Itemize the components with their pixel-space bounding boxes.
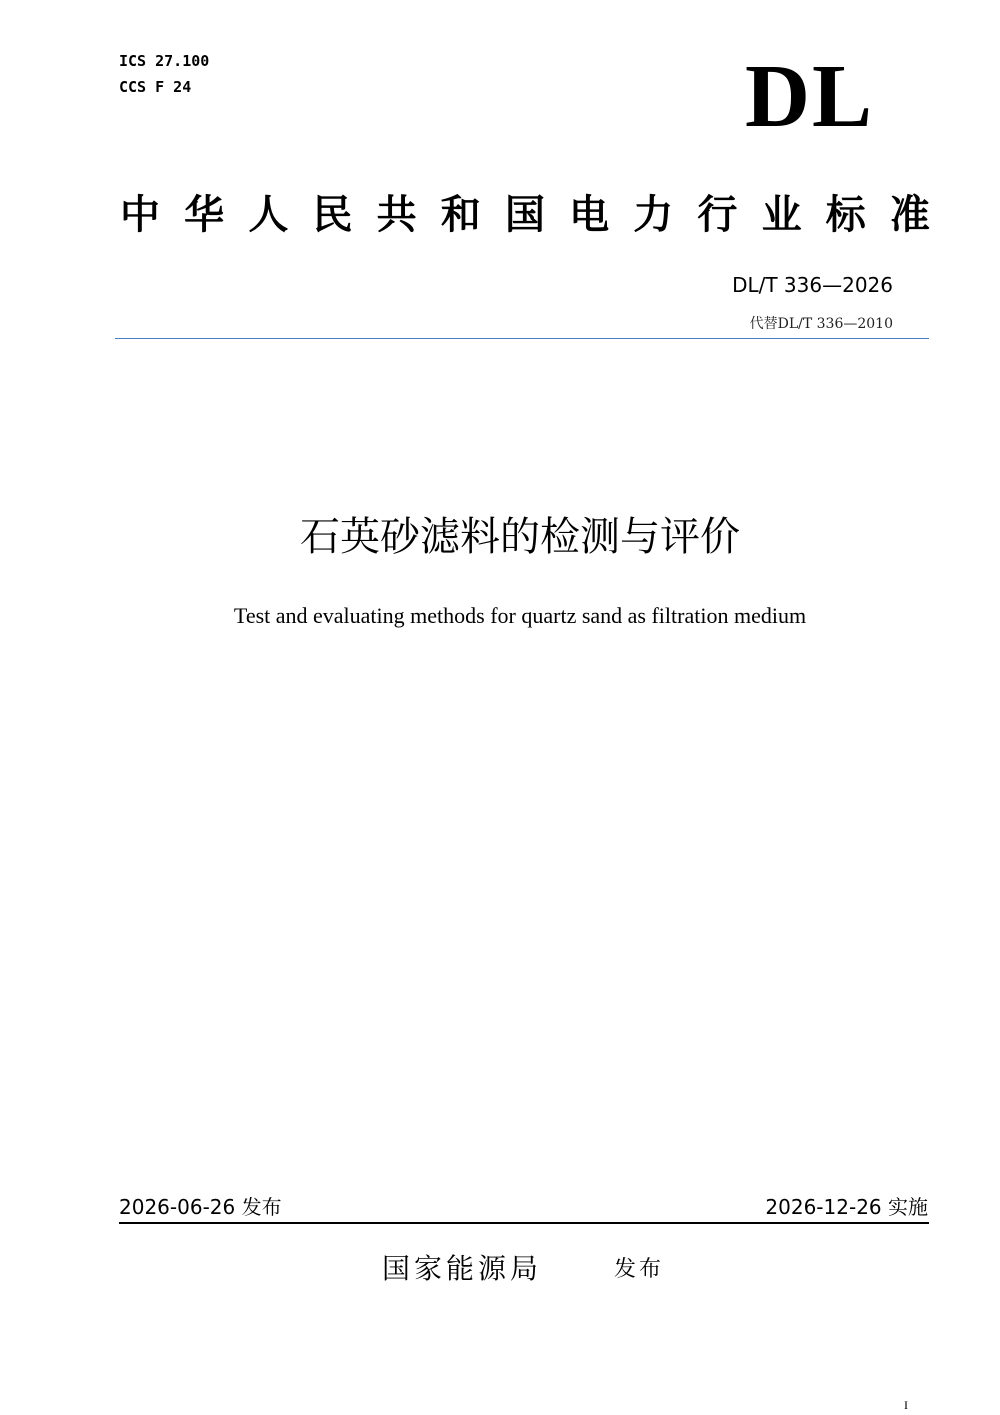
page-number: I bbox=[904, 1398, 908, 1412]
publisher-name: 国家能源局 bbox=[382, 1252, 543, 1285]
title-char: 国 bbox=[504, 192, 545, 238]
implement-date: 2026-12-26 实施 bbox=[765, 1195, 928, 1219]
publish-label: 发布 bbox=[614, 1257, 665, 1282]
title-char: 共 bbox=[376, 192, 417, 238]
dl-logo: DL bbox=[744, 47, 874, 146]
replaces-standard: 代替DL/T 336—2010 bbox=[749, 316, 893, 332]
standard-number: DL/T 336—2026 bbox=[732, 273, 893, 297]
title-char: 电 bbox=[569, 192, 610, 238]
title-char: 人 bbox=[248, 192, 289, 238]
title-char: 华 bbox=[184, 192, 225, 238]
publish-date: 2026-06-26 发布 bbox=[119, 1195, 282, 1219]
ics-code: ICS 27.100 bbox=[119, 52, 210, 70]
footer-divider bbox=[119, 1222, 929, 1224]
standard-category-title bbox=[120, 192, 930, 238]
title-char: 民 bbox=[312, 192, 353, 238]
title-char: 力 bbox=[633, 192, 674, 238]
title-char: 标 bbox=[825, 192, 866, 238]
title-char: 中 bbox=[120, 192, 160, 238]
document-title-cn: 石英砂滤料的检测与评价 bbox=[300, 514, 740, 560]
title-char: 行 bbox=[697, 192, 738, 238]
title-char: 准 bbox=[889, 192, 930, 238]
title-char: 业 bbox=[761, 192, 802, 238]
ccs-code: CCS F 24 bbox=[119, 78, 192, 96]
title-char: 和 bbox=[440, 192, 481, 238]
header-divider bbox=[115, 338, 929, 339]
document-title-en: Test and evaluating methods for quartz sand as filtration medium bbox=[233, 603, 807, 628]
